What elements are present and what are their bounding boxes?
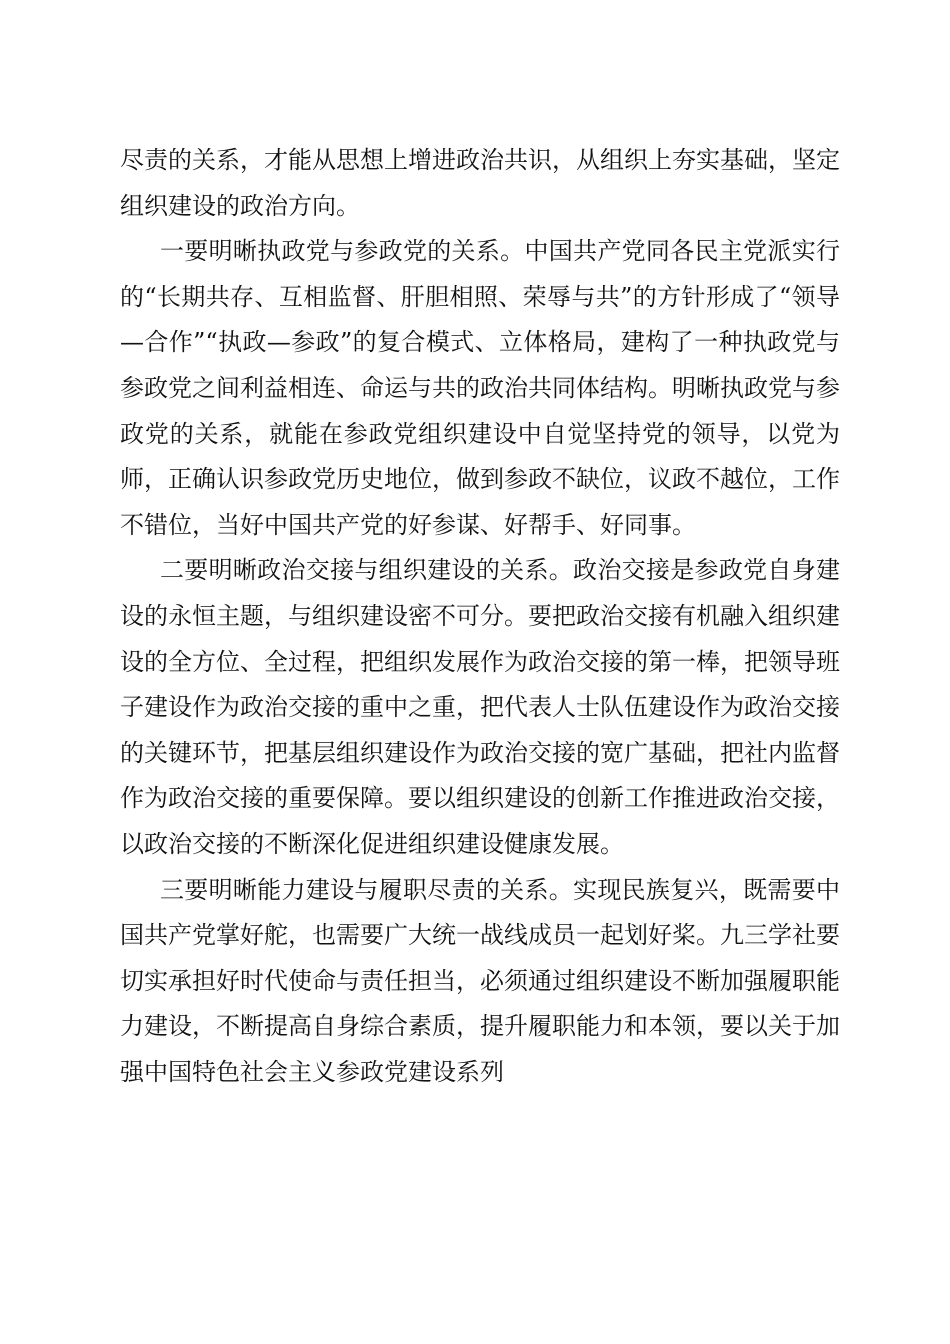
document-body xyxy=(120,138,840,1095)
paragraph-continuation: 尽责的关系，才能从思想上增进政治共识，从组织上夯实基础，坚定组织建设的政治方向。 xyxy=(120,146,840,220)
paragraph-third-point: 三要明晰能力建设与履职尽责的关系。实现民族复兴，既需要中国共产党掌好舵，也需要广大统一战线成员一起划好桨。九三学社要切实承担好时代使命与责任担当，必须通过组织建设不断加强履职能力建设，不断提高自身综合素质，提升履职能力和本领，要以关于加强中国特色社会主义参政党建设系列 xyxy=(120,875,840,1086)
paragraph-first-point: 一要明晰执政党与参政党的关系。中国共产党同各民主党派实行的“长期共存、互相监督、肝胆相照、荣辱与共”的方针形成了“领导—合作”“执政—参政”的复合模式、立体格局，建构了一种执政党与参政党之间利益相连、命运与共的政治共同体结构。明晰执政党与参政党的关系，就能在参政党组织建设中自觉坚持党的领导，以党为师，正确认识参政党历史地位，做到参政不缺位，议政不越位，工作不错位，当好中国共产党的好参谋、好帮手、好同事。 xyxy=(120,237,840,539)
paragraph-second-point: 二要明晰政治交接与组织建设的关系。政治交接是参政党自身建设的永恒主题，与组织建设密不可分。要把政治交接有机融入组织建设的全方位、全过程，把组织发展作为政治交接的第一棒，把领导班子建设作为政治交接的重中之重，把代表人士队伍建设作为政治交接的关键环节，把基层组织建设作为政治交接的宽广基础，把社内监督作为政治交接的重要保障。要以组织建设的创新工作推进政治交接，以政治交接的不断深化促进组织建设健康发展。 xyxy=(120,556,840,858)
